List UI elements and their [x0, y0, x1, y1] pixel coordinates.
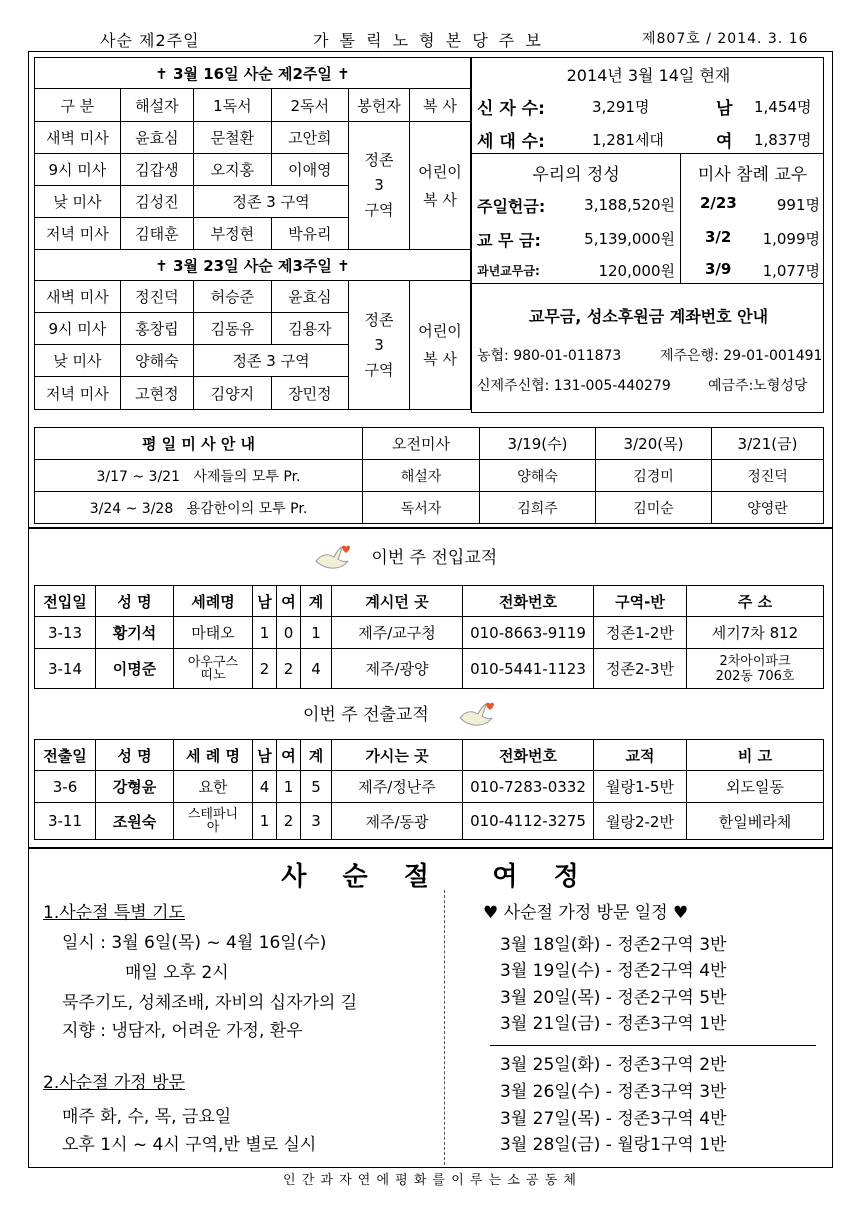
col-offering: 봉헌자	[349, 89, 410, 122]
transfer-out-table	[34, 739, 824, 840]
server-line: 복 사	[423, 350, 457, 368]
cell-total: 4	[301, 649, 332, 689]
lent-prayer-line: 일시 : 3월 6일(목) ~ 4월 16일(수)	[62, 933, 327, 953]
weekday-person: 김경미	[596, 460, 712, 492]
col-reading2: 2독서	[271, 89, 348, 122]
col-header: 전출일	[35, 740, 96, 771]
roster-cell: 윤효심	[120, 122, 193, 154]
offering-line: 정존	[364, 310, 394, 329]
offering-line: 정존	[364, 151, 394, 169]
col-header: 성 명	[96, 586, 174, 617]
roster-cell: 김용자	[271, 313, 348, 345]
roster-cell: 김양지	[194, 377, 271, 410]
weekday-person: 김미순	[596, 492, 712, 524]
col-header: 계시던 곳	[332, 586, 463, 617]
roster-cell: 김동유	[194, 313, 271, 345]
cell-total: 3	[301, 803, 332, 840]
cell-phone: 010-5441-1123	[463, 649, 594, 689]
lent-title: 사 순 절 여 정	[281, 862, 579, 892]
offering-group	[349, 281, 410, 410]
attendance-count: 991명	[776, 196, 820, 214]
weekday-mass-table	[34, 427, 824, 524]
roster-cell: 이애영	[271, 154, 348, 186]
col-commentator: 해설자	[120, 89, 193, 122]
weekday-period: 3/17 ~ 3/21	[96, 468, 180, 485]
roster-cell: 김갑생	[120, 154, 193, 186]
money-label: 과년교무금:	[477, 264, 540, 278]
roster-cell: 고안희	[271, 122, 348, 154]
visit-item: 3월 21일(금) - 정존3구역 1반	[500, 1014, 727, 1034]
weekday-header: 3/21(금)	[712, 428, 824, 460]
weekday-role: 독서자	[363, 492, 480, 524]
mass-roster-table	[34, 57, 471, 410]
roster-cell: 홍창립	[120, 313, 193, 345]
roster-cell: 낮 미사	[35, 186, 121, 218]
male-value: 1,454명	[754, 98, 812, 116]
roster-cell: 정진덕	[120, 281, 193, 313]
server-group	[410, 281, 471, 410]
col-header: 성 명	[96, 740, 174, 771]
roster-cell: 저녁 미사	[35, 218, 121, 250]
roster-cell: 윤효심	[271, 281, 348, 313]
weekday-row-label	[35, 492, 363, 524]
stats-date: 2014년 3월 14일 현재	[566, 66, 731, 85]
believers-label: 신 자 수:	[477, 99, 545, 119]
roster-cell: 장민정	[271, 377, 348, 410]
transfer-in-title: 이번 주 전입교적	[371, 548, 498, 568]
cell-from: 제주/광양	[332, 649, 463, 689]
roster-cell: 허승준	[194, 281, 271, 313]
server-line: 복 사	[423, 190, 457, 209]
lent-prayer-line: 매일 오후 2시	[125, 963, 229, 983]
households-label: 세 대 수:	[477, 132, 545, 152]
roster-cell: 김성진	[120, 186, 193, 218]
offering-group	[349, 122, 410, 250]
believers-value: 3,291명	[592, 98, 650, 116]
visit-schedule-title: ♥ 사순절 가정 방문 일정 ♥	[483, 903, 689, 923]
cell-male: 2	[253, 649, 277, 689]
cell-name: 황기석	[96, 617, 174, 649]
cell-phone: 010-7283-0332	[463, 771, 594, 803]
footer-motto: 인 간 과 자 연 에 평 화 를 이 루 는 소 공 동 체	[283, 1173, 577, 1188]
cell-male: 4	[253, 771, 277, 803]
bulletin-title: 가 톨 릭 노 형 본 당 주 보	[313, 31, 544, 50]
roster-cell: 김태훈	[120, 218, 193, 250]
account-jeju: 제주은행: 29-01-001491	[660, 348, 823, 364]
money-label: 주일헌금:	[477, 197, 546, 216]
account-shinhyup: 신제주신협: 131-005-440279	[477, 378, 671, 394]
visit-divider	[490, 1045, 816, 1046]
transfer-out-title: 이번 주 전출교적	[303, 705, 429, 725]
weekday-role: 해설자	[363, 460, 480, 492]
col-header: 전화번호	[463, 740, 594, 771]
money-label: 교 무 금:	[477, 231, 541, 250]
weekday-person: 김희주	[480, 492, 596, 524]
cell-address: 2차아이파크 202동 706호	[687, 649, 824, 689]
accounts-title: 교무금, 성소후원금 계좌번호 안내	[528, 307, 769, 326]
cell-female: 2	[277, 649, 301, 689]
female-label: 여	[716, 132, 733, 152]
lent-prayer-line: 지향 : 냉담자, 어려운 가정, 환우	[62, 1021, 303, 1041]
dove-icon	[456, 700, 496, 730]
cell-to: 제주/정난주	[332, 771, 463, 803]
col-header: 교적	[594, 740, 687, 771]
cell-phone: 010-4112-3275	[463, 803, 594, 840]
transfer-in-table	[34, 585, 824, 689]
money-value: 3,188,520원	[584, 196, 675, 214]
col-header: 계	[301, 586, 332, 617]
money-value: 5,139,000원	[584, 230, 675, 248]
parish-stats	[471, 57, 824, 413]
offering-title: 우리의 정성	[532, 165, 620, 185]
col-header: 남	[253, 586, 277, 617]
cell-note: 한일베라체	[687, 803, 824, 840]
cell-date: 3-13	[35, 617, 96, 649]
col-header: 구역-반	[594, 586, 687, 617]
stats-divider	[472, 153, 823, 154]
col-header: 전화번호	[463, 586, 594, 617]
lent-vdivider	[444, 890, 445, 1165]
col-header: 전입일	[35, 586, 96, 617]
col-header: 가시는 곳	[332, 740, 463, 771]
attendance-date: 3/9	[705, 260, 732, 278]
attendance-date: 3/2	[705, 228, 732, 246]
cell-baptismal: 마태오	[174, 617, 253, 649]
weekday-intent: 사제들의 모투 Pr.	[193, 468, 301, 485]
server-line: 어린이	[418, 322, 462, 340]
cell-from: 제주/교구청	[332, 617, 463, 649]
weekday-header: 3/20(목)	[596, 428, 712, 460]
roster-cell: 저녁 미사	[35, 377, 121, 410]
server-line: 어린이	[418, 162, 462, 181]
roster-cell: 정존 3 구역	[194, 186, 349, 218]
cell-baptismal: 스테파니 아	[174, 803, 253, 840]
female-value: 1,837명	[754, 131, 812, 149]
roster-cell: 새벽 미사	[35, 281, 121, 313]
col-header: 여	[277, 740, 301, 771]
cell-name: 강형윤	[96, 771, 174, 803]
cell-district: 정존2-3반	[594, 649, 687, 689]
roster-cell: 9시 미사	[35, 313, 121, 345]
visit-item: 3월 19일(수) - 정존2구역 4반	[500, 961, 727, 981]
visit-item: 3월 20일(목) - 정존2구역 5반	[500, 988, 727, 1008]
roster-cell: 부정현	[194, 218, 271, 250]
server-group	[410, 122, 471, 250]
transfer-in-heading	[312, 543, 497, 573]
cell-total: 1	[301, 617, 332, 649]
attendance-title: 미사 참례 교우	[697, 165, 808, 185]
roster-cell: 낮 미사	[35, 345, 121, 377]
weekday-header: 3/19(수)	[480, 428, 596, 460]
lent-prayer-line: 묵주기도, 성체조배, 자비의 십자가의 길	[62, 993, 358, 1013]
lent-visit-title: 2.사순절 가정 방문	[43, 1073, 185, 1093]
weekday-title: 평 일 미 사 안 내	[35, 428, 363, 460]
roster-cell: 9시 미사	[35, 154, 121, 186]
weekday-person: 양해숙	[480, 460, 596, 492]
cell-phone: 010-8663-9119	[463, 617, 594, 649]
weekday-person: 양영란	[712, 492, 824, 524]
cell-male: 1	[253, 803, 277, 840]
cell-name: 이명준	[96, 649, 174, 689]
offering-line: 3	[374, 335, 384, 354]
weekday-person: 정진덕	[712, 460, 824, 492]
roster-cell: 문철환	[194, 122, 271, 154]
weekday-intent: 용감한이의 모투 Pr.	[186, 500, 308, 517]
attendance-date: 2/23	[700, 194, 737, 212]
visit-item: 3월 18일(화) - 정존2구역 3반	[500, 935, 727, 955]
cell-district: 월랑1-5반	[594, 771, 687, 803]
weekday-period: 3/24 ~ 3/28	[89, 500, 174, 517]
transfer-out-heading	[303, 700, 496, 730]
roster-cell: 오지홍	[194, 154, 271, 186]
cell-male: 1	[253, 617, 277, 649]
cell-district: 정존1-2반	[594, 617, 687, 649]
cell-total: 5	[301, 771, 332, 803]
roster-cell: 새벽 미사	[35, 122, 121, 154]
col-header: 남	[253, 740, 277, 771]
account-holder: 예금주:노형성당	[708, 378, 808, 394]
cell-to: 제주/동광	[332, 803, 463, 840]
cell-district: 월랑2-2반	[594, 803, 687, 840]
col-server: 복 사	[410, 89, 471, 122]
cell-date: 3-11	[35, 803, 96, 840]
lent-visit-line: 매주 화, 수, 목, 금요일	[62, 1107, 232, 1127]
roster-cell: 고현정	[120, 377, 193, 410]
col-category: 구 분	[35, 89, 121, 122]
attendance-count: 1,099명	[762, 230, 820, 248]
offering-line: 3	[374, 176, 384, 194]
offering-line: 구역	[364, 201, 394, 219]
bulletin-week: 사순 제2주일	[100, 31, 200, 50]
cell-name: 조원숙	[96, 803, 174, 840]
visit-item: 3월 25일(화) - 정존3구역 2반	[500, 1055, 727, 1075]
col-header: 주 소	[687, 586, 824, 617]
col-header: 세례명	[174, 586, 253, 617]
weekday-header: 오전미사	[363, 428, 480, 460]
stats-divider	[472, 283, 823, 284]
visit-item: 3월 26일(수) - 정존3구역 3반	[500, 1082, 727, 1102]
cell-date: 3-6	[35, 771, 96, 803]
cell-baptismal: 요한	[174, 771, 253, 803]
cell-note: 외도일동	[687, 771, 824, 803]
col-header: 계	[301, 740, 332, 771]
cell-address: 세기7차 812	[687, 617, 824, 649]
account-nh: 농협: 980-01-011873	[477, 348, 622, 364]
lent-visit-line: 오후 1시 ~ 4시 구역,반 별로 실시	[62, 1135, 317, 1155]
col-header: 비 고	[687, 740, 824, 771]
cell-date: 3-14	[35, 649, 96, 689]
visit-item: 3월 28일(금) - 월랑1구역 1반	[500, 1135, 727, 1155]
bulletin-issue: 제807호 / 2014. 3. 16	[642, 31, 809, 47]
households-value: 1,281세대	[592, 131, 664, 149]
roster-cell: 박유리	[271, 218, 348, 250]
attendance-count: 1,077명	[762, 262, 820, 280]
male-label: 남	[716, 99, 733, 119]
week2-title: ✝ 3월 23일 사순 제3주일 ✝	[35, 250, 471, 281]
col-header: 세 례 명	[174, 740, 253, 771]
week1-title: ✝ 3월 16일 사순 제2주일 ✝	[35, 58, 471, 89]
roster-cell: 정존 3 구역	[194, 345, 349, 377]
weekday-row-label	[35, 460, 363, 492]
cell-female: 1	[277, 771, 301, 803]
roster-cell: 양해숙	[120, 345, 193, 377]
cell-baptismal: 아우구스 띠노	[174, 649, 253, 689]
col-reading1: 1독서	[194, 89, 271, 122]
cell-female: 2	[277, 803, 301, 840]
dove-icon	[312, 543, 352, 573]
lent-prayer-title: 1.사순절 특별 기도	[43, 903, 185, 923]
offering-line: 구역	[364, 360, 394, 379]
money-value: 120,000원	[598, 262, 675, 280]
cell-female: 0	[277, 617, 301, 649]
visit-item: 3월 27일(목) - 정존3구역 4반	[500, 1109, 727, 1129]
col-header: 여	[277, 586, 301, 617]
